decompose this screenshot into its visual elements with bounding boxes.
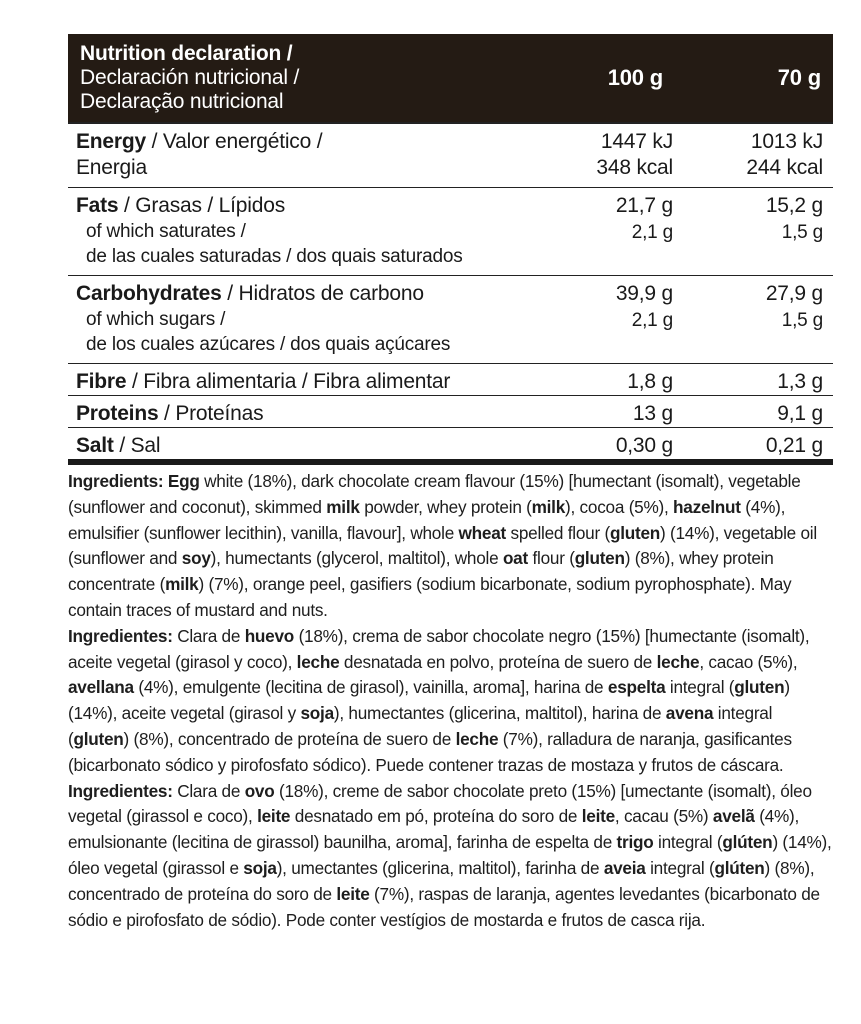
ingredient-allergen-text: gluten xyxy=(73,728,124,749)
salt-row xyxy=(68,428,833,463)
ingredient-text: ), humectantes (glicerina, maltitol), harina de xyxy=(333,703,666,724)
ingredient-text: powder, whey protein ( xyxy=(359,496,532,517)
title-line-pt: Declaração nutricional xyxy=(80,90,284,113)
energy-label-bold: Energy xyxy=(76,130,146,153)
ingredient-allergen-text: gluten xyxy=(609,522,661,543)
ingredients-spanish xyxy=(68,624,833,779)
fats-label-rest: / Grasas / Lípidos xyxy=(118,194,286,217)
ingredient-text: desnatado em pó, proteína do soro de xyxy=(290,806,582,827)
ingredient-text: Clara de xyxy=(172,780,245,801)
ingredient-allergen-text: avena xyxy=(665,703,714,724)
ingredient-allergen-text: gluten xyxy=(734,677,785,698)
ingredient-allergen-text: avelã xyxy=(712,806,755,827)
ingredient-allergen-text: hazelnut xyxy=(673,496,741,517)
energy-label xyxy=(68,123,538,188)
fibre-label xyxy=(68,364,538,396)
ingredient-text: integral ( xyxy=(665,677,735,698)
ingredient-text: (4%), emulgente (lecitina de girasol), vainilla, aroma], harina de xyxy=(133,677,608,698)
fats-value-100g xyxy=(538,188,673,276)
saturates-label-en: of which saturates / xyxy=(86,221,246,242)
column-header-70g: 70 g xyxy=(673,34,833,123)
energy-value-70g xyxy=(673,123,833,188)
proteins-label xyxy=(68,396,538,428)
ingredient-allergen-text: leche xyxy=(656,651,700,672)
ingredient-allergen-text: Ingredientes: xyxy=(68,780,173,801)
column-header-100g: 100 g xyxy=(538,34,673,123)
salt-value-70g: 0,21 g xyxy=(673,428,833,463)
ingredient-text: ) (8%), concentrado de proteína de suero de xyxy=(123,728,456,749)
salt-value-100g: 0,30 g xyxy=(538,428,673,463)
fibre-label-rest: / Fibra alimentaria / Fibra alimentar xyxy=(126,370,451,393)
ingredient-text: ), humectants (glycerol, maltitol), whole xyxy=(210,548,503,569)
ingredient-allergen-text: glúten xyxy=(714,857,765,878)
carbohydrates-70g: 27,9 g xyxy=(765,282,823,305)
ingredient-text: Clara de xyxy=(172,625,245,646)
ingredients-english xyxy=(68,469,833,624)
ingredient-allergen-text: Ingredientes: xyxy=(68,625,173,646)
sugars-label-en: of which sugars / xyxy=(86,309,226,330)
ingredient-allergen-text: oat xyxy=(502,548,528,569)
ingredient-text: desnatada en polvo, proteína de suero de xyxy=(339,651,657,672)
title-line-en: Nutrition declaration / xyxy=(80,42,293,65)
carbohydrates-row xyxy=(68,276,833,364)
ingredient-allergen-text: milk xyxy=(326,496,360,517)
table-title xyxy=(68,34,538,123)
saturates-label-es-pt: de las cuales saturadas / dos quais saturados xyxy=(86,246,463,267)
ingredient-allergen-text: leche xyxy=(296,651,340,672)
energy-kcal-100g: 348 kcal xyxy=(596,156,673,179)
carbohydrates-label-rest: / Hidratos de carbono xyxy=(221,282,424,305)
nutrition-label xyxy=(68,34,833,933)
ingredient-allergen-text: leite xyxy=(581,806,615,827)
ingredient-text: spelled flour ( xyxy=(506,522,610,543)
nutrition-table xyxy=(68,34,833,465)
ingredient-allergen-text: soy xyxy=(181,548,211,569)
fats-label xyxy=(68,188,538,276)
fibre-label-bold: Fibre xyxy=(76,370,127,393)
ingredient-allergen-text: espelta xyxy=(607,677,666,698)
ingredient-text: (7%), ralladura de naranja, gasificantes (bicarbonato sódico y pirofosfato sódico). Puede contener trazas de mostaza y frutos de cáscara. xyxy=(68,728,792,775)
ingredients-block xyxy=(68,469,833,933)
table-header xyxy=(68,34,833,123)
energy-label-line2: Energia xyxy=(76,156,147,179)
ingredient-allergen-text: avellana xyxy=(68,677,134,698)
carbohydrates-label xyxy=(68,276,538,364)
ingredient-text: ) (8%), whey protein concentrate ( xyxy=(68,548,774,595)
ingredient-allergen-text: soja xyxy=(300,703,334,724)
ingredient-allergen-text: milk xyxy=(165,574,199,595)
ingredient-text: (4%), emulsionante (lecitina de girassol) baunilha, aroma], farinha de espelta de xyxy=(68,806,800,853)
proteins-label-rest: / Proteínas xyxy=(158,402,264,425)
ingredient-text: integral ( xyxy=(68,703,773,749)
salt-label-bold: Salt xyxy=(76,434,114,457)
energy-kcal-70g: 244 kcal xyxy=(746,156,823,179)
fibre-row xyxy=(68,364,833,396)
carbohydrates-label-bold: Carbohydrates xyxy=(76,282,222,305)
carbohydrates-value-100g xyxy=(538,276,673,364)
ingredient-allergen-text: milk xyxy=(531,496,566,517)
fats-label-bold: Fats xyxy=(76,194,119,217)
sugars-70g: 1,5 g xyxy=(781,310,823,331)
saturates-70g: 1,5 g xyxy=(781,222,823,243)
ingredient-text: ), umectantes (glicerina, maltitol), farinha de xyxy=(276,857,604,878)
ingredient-text: (4%), emulsifier (sunflower lecithin), vanilla, flavour], whole xyxy=(68,496,786,543)
sugars-label-es-pt: de los cuales azúcares / dos quais açúcares xyxy=(86,334,451,355)
ingredient-text: flour ( xyxy=(527,548,575,569)
ingredient-text: white (18%), dark chocolate cream flavour (15%) [humectant (isomalt), vegetable (sunflower and coconut), skimmed xyxy=(68,471,801,517)
ingredient-text: ) (14%), vegetable oil (sunflower and xyxy=(68,522,817,569)
ingredient-text: , cacau (5%) xyxy=(614,806,713,827)
ingredient-text: , cacao (5%), xyxy=(699,651,798,672)
fats-value-70g xyxy=(673,188,833,276)
ingredient-text: ) (14%), óleo vegetal (girassol e xyxy=(68,832,832,878)
ingredient-allergen-text: soja xyxy=(243,857,277,878)
ingredient-allergen-text: wheat xyxy=(458,522,506,543)
fibre-value-100g: 1,8 g xyxy=(538,364,673,396)
ingredient-allergen-text: aveia xyxy=(603,857,646,878)
ingredient-text: (18%), crema de sabor chocolate negro (15%) [humectante (isomalt), aceite vegetal (girasol y coco), xyxy=(68,625,810,672)
ingredient-text: ) (7%), orange peel, gasifiers (sodium bicarbonate, sodium pyrophosphate). May contain traces of mustard and nuts. xyxy=(68,574,792,620)
energy-label-rest: / Valor energético / xyxy=(146,130,323,153)
saturates-label xyxy=(76,219,538,269)
fats-100g: 21,7 g xyxy=(615,194,673,217)
fibre-value-70g: 1,3 g xyxy=(673,364,833,396)
fats-70g: 15,2 g xyxy=(765,194,823,217)
ingredients-portuguese xyxy=(68,779,833,934)
sugars-label xyxy=(76,307,538,357)
carbohydrates-100g: 39,9 g xyxy=(615,282,673,305)
energy-value-100g xyxy=(538,123,673,188)
ingredient-text: ), cocoa (5%), xyxy=(565,496,674,517)
proteins-label-bold: Proteins xyxy=(76,402,159,425)
ingredient-text: (18%), creme de sabor chocolate preto (15%) [umectante (isomalt), óleo vegetal (girassol e coco), xyxy=(68,780,812,827)
energy-kj-70g: 1013 kJ xyxy=(750,130,823,153)
ingredient-text: integral ( xyxy=(645,857,715,878)
ingredient-text: (7%), raspas de laranja, agentes levedantes (bicarbonato de sódio e pirofosfato de sódio). Pode conter vestígios de mostarda e frutos de casca rija. xyxy=(68,883,820,930)
proteins-row xyxy=(68,396,833,428)
sugars-100g: 2,1 g xyxy=(631,310,673,331)
ingredient-text: ) (8%), concentrado de proteína do soro de xyxy=(68,857,815,904)
salt-label xyxy=(68,428,538,463)
ingredient-allergen-text: leite xyxy=(257,806,291,827)
carbohydrates-value-70g xyxy=(673,276,833,364)
proteins-value-70g: 9,1 g xyxy=(673,396,833,428)
energy-kj-100g: 1447 kJ xyxy=(600,130,673,153)
ingredient-allergen-text: leite xyxy=(336,883,370,904)
ingredient-text: integral ( xyxy=(653,832,723,853)
proteins-value-100g: 13 g xyxy=(538,396,673,428)
fats-row xyxy=(68,188,833,276)
ingredient-allergen-text: ovo xyxy=(244,780,275,801)
energy-row xyxy=(68,123,833,188)
title-line-es: Declaración nutricional / xyxy=(80,66,300,89)
saturates-100g: 2,1 g xyxy=(631,222,673,243)
ingredient-allergen-text: leche xyxy=(455,728,499,749)
ingredient-text: ) (14%), aceite vegetal (girasol y xyxy=(68,677,790,724)
ingredient-allergen-text: trigo xyxy=(616,832,654,853)
ingredient-allergen-text: Ingredients: Egg xyxy=(68,471,200,491)
ingredient-allergen-text: glúten xyxy=(722,832,773,853)
salt-label-rest: / Sal xyxy=(113,434,161,457)
ingredient-allergen-text: huevo xyxy=(244,625,295,646)
ingredient-allergen-text: gluten xyxy=(574,548,625,569)
